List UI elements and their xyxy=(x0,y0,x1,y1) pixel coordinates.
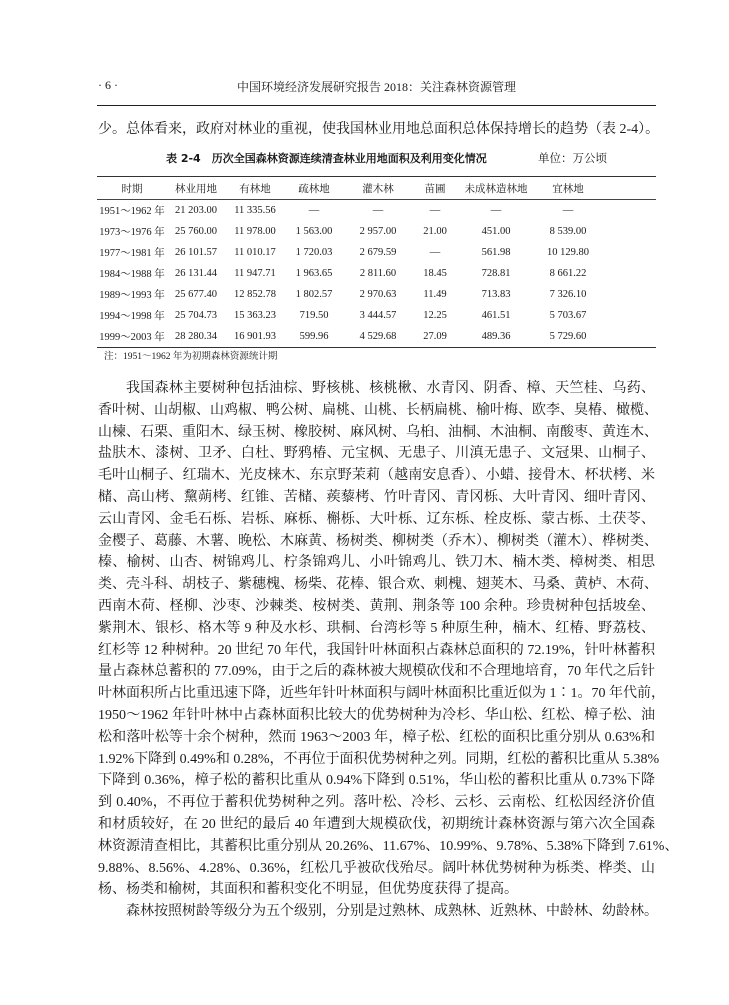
table-row xyxy=(97,221,656,242)
table-cell: 1 720.03 xyxy=(295,247,333,258)
table-cell: 2 679.59 xyxy=(359,247,397,258)
page-number: · 6 · xyxy=(98,78,118,92)
table-cell: 1 802.57 xyxy=(295,289,333,300)
table-cell: 1994～1998 年 xyxy=(99,311,165,322)
table-cell: 16 901.93 xyxy=(234,331,276,342)
text-line: 盐肤木、漆树、卫矛、白杜、野鸦椿、元宝枫、无患子、川滇无患子、文冠果、山桐子、 xyxy=(98,446,655,462)
table-cell: 713.83 xyxy=(481,289,511,300)
table-cell: 1 563.00 xyxy=(295,226,333,237)
text-line: 我国森林主要树种包括油棕、野核桃、核桃楸、水青冈、阴香、樟、天竺桂、乌药、 xyxy=(126,381,655,396)
table-cell: 2 811.60 xyxy=(359,268,397,279)
table-cell: — xyxy=(372,205,384,216)
table-cell: 599.96 xyxy=(299,331,329,342)
table-cell: 18.45 xyxy=(423,268,447,279)
text-line: 槠、高山栲、黧蒴栲、红锥、苦槠、蒺藜栲、竹叶青冈、青冈栎、大叶青冈、细叶青冈、 xyxy=(98,489,655,505)
table-cell: 1989～1993 年 xyxy=(99,290,165,301)
text-line: 下降到 0.36%，樟子松的蓄积比重从 0.94%下降到 0.51%，华山松的蓄积比重从 0.73%下降 xyxy=(98,773,655,789)
table-cell: 12 852.78 xyxy=(234,289,276,300)
table-cell: 8 539.00 xyxy=(549,226,587,237)
text-line: 1.92%下降到 0.49%和 0.28%，不再位于面积优势树种之列。同期，红松的蓄积比重从 5.38% xyxy=(98,751,660,767)
text-line: 云山青冈、金毛石栎、岩栎、麻栎、槲栎、大叶栎、辽东栎、栓皮栎、蒙古栎、土茯苓、 xyxy=(98,511,655,527)
column-header: 林业用地 xyxy=(175,183,217,195)
running-header xyxy=(98,76,655,96)
table-row xyxy=(97,284,656,305)
column-header: 未成林造林地 xyxy=(464,183,528,195)
table-row xyxy=(97,305,656,326)
table-cell: 451.00 xyxy=(481,226,511,237)
column-header: 有林地 xyxy=(239,183,271,195)
table-cell: 28 280.34 xyxy=(175,331,217,342)
table-cell: 15 363.23 xyxy=(234,310,276,321)
table-cell: 489.36 xyxy=(481,331,511,342)
column-header: 宜林地 xyxy=(552,183,584,195)
table-cell: 26 101.57 xyxy=(175,247,217,258)
text-line: 松和落叶松等十余个树种，然而 1963～2003 年，樟子松、红松的面积比重分别从 0.63%和 xyxy=(98,729,655,745)
table-cell: — xyxy=(308,205,320,216)
table-cell: 21.00 xyxy=(423,226,447,237)
table-cell: 1984～1988 年 xyxy=(99,269,165,280)
table-title: 表 2-4 历次全国森林资源连续清查林业用地面积及利用变化情况 xyxy=(166,152,487,165)
table-cell: 25 677.40 xyxy=(175,289,217,300)
table-cell: 2 970.63 xyxy=(359,289,397,300)
table-cell: — xyxy=(429,205,441,216)
table-cell: 461.51 xyxy=(481,310,511,321)
text-line: 杨、杨类和榆树，其面积和蓄积变化不明显，但优势度获得了提高。 xyxy=(98,882,518,898)
table-cell: 11 010.17 xyxy=(234,247,276,258)
text-line: 类、壳斗科、胡枝子、紫穗槐、杨柴、花棒、银合欢、刺槐、翅荚木、马桑、黄栌、木荷、 xyxy=(98,577,658,593)
text-line: 毛叶山桐子、红瑞木、光皮梾木、东京野茉莉（越南安息香）、小蜡、接骨木、杯状栲、米 xyxy=(98,468,655,484)
table-cell: 8 661.22 xyxy=(549,268,587,279)
column-header: 疏林地 xyxy=(298,183,330,195)
table-row xyxy=(97,200,656,221)
column-header: 灌木林 xyxy=(362,183,394,195)
text-line: 林资源清查相比，其蓄积比重分别从 20.26%、11.67%、10.99%、9.78%、5.38%下降到 7.61%、 xyxy=(98,838,679,854)
table-cell: 5 703.67 xyxy=(549,310,587,321)
text-line: 到 0.40%，不再位于蓄积优势树种之列。落叶松、冷杉、云杉、云南松、红松因经济价值 xyxy=(98,795,655,811)
running-title: 中国环境经济发展研究报告 2018：关注森林资源管理 xyxy=(236,80,516,94)
table-cell: 7 326.10 xyxy=(549,289,587,300)
text-line: 叶林面积所占比重迅速下降，近些年针叶林面积与阔叶林面积比重近似为 1∶1。70 年代前， xyxy=(98,686,665,702)
table-cell: — xyxy=(562,205,574,216)
table-note: 注：1951～1962 年为初期森林资源统计期 xyxy=(104,352,278,362)
table-cell: 719.50 xyxy=(299,310,329,321)
text-line: 西南木荷、柽柳、沙枣、沙棘类、桉树类、黄荆、荆条等 100 余种。珍贵树种包括坡垒、 xyxy=(98,598,655,614)
table-cell: 10 129.80 xyxy=(547,247,589,258)
table-row xyxy=(97,326,656,347)
table-cell: — xyxy=(490,205,502,216)
table-cell: 11 947.71 xyxy=(234,268,276,279)
text-line: 金樱子、葛藤、木薯、晚松、木麻黄、杨树类、柳树类（乔木）、柳树类（灌木）、桦树类、 xyxy=(98,533,658,549)
text-line: 森林按照树龄等级分为五个级别，分别是过熟林、成熟林、近熟林、中龄林、幼龄林。 xyxy=(126,904,658,920)
column-header: 时期 xyxy=(121,183,143,195)
table-cell: 1973～1976 年 xyxy=(99,227,165,238)
table-cell: — xyxy=(429,247,441,258)
text-line: 9.88%、8.56%、4.28%、0.36%，红松几乎被砍伐殆尽。阔叶林优势树种为栎类、桦类、山 xyxy=(98,860,655,876)
table-cell: 1951～1962 年 xyxy=(99,206,165,217)
table-cell: 25 704.73 xyxy=(175,310,217,321)
table-cell: 12.25 xyxy=(423,310,447,321)
table-row xyxy=(97,263,656,284)
text-line: 量占森林总蓄积的 77.09%，由于之后的森林被大规模砍伐和不合理地培育，70 年代之后针 xyxy=(98,664,655,680)
text-line: 红杉等 12 种树种。20 世纪 70 年代，我国针叶林面积占森林总面积的 72.19%，针叶林蓄积 xyxy=(98,642,655,658)
table-cell: 1977～1981 年 xyxy=(99,248,165,259)
table-cell: 5 729.60 xyxy=(549,331,587,342)
text-line: 1950～1962 年针叶林中占森林面积比较大的优势树种为冷杉、华山松、红松、樟子松、油 xyxy=(98,707,655,723)
text-line: 香叶树、山胡椒、山鸡椒、鸭公树、扁桃、山桃、长柄扁桃、榆叶梅、欧李、臭椿、橄榄、 xyxy=(98,402,658,418)
text-line: 和材质较好，在 20 世纪的最后 40 年遭到大规模砍伐，初期统计森林资源与第六次全国森 xyxy=(98,816,655,832)
column-header: 苗圃 xyxy=(424,183,446,195)
table-cell: 26 131.44 xyxy=(175,268,217,279)
table-cell: 25 760.00 xyxy=(175,226,217,237)
text-line: 紫荆木、银杉、格木等 9 种及水杉、珙桐、台湾杉等 5 种原生种，楠木、红椿、野荔枝、 xyxy=(98,620,655,636)
table-row xyxy=(97,242,656,263)
table-cell: 561.98 xyxy=(481,247,511,258)
table-cell: 11.49 xyxy=(423,289,447,300)
text-line: 榛、榆树、山杏、树锦鸡儿、柠条锦鸡儿、小叶锦鸡儿、铁刀木、楠木类、樟树类、相思 xyxy=(98,555,655,571)
table-cell: 11 335.56 xyxy=(234,205,276,216)
table-cell: 1999～2003 年 xyxy=(99,332,165,343)
table-header-row xyxy=(97,177,656,200)
table-cell: 1 963.65 xyxy=(295,268,333,279)
header-rule xyxy=(97,105,656,106)
table-cell: 27.09 xyxy=(423,331,447,342)
table-cell: 2 957.00 xyxy=(359,226,397,237)
text-line: 山楝、石栗、重阳木、绿玉树、橡胶树、麻风树、乌桕、油桐、木油桐、南酸枣、黄连木、 xyxy=(98,424,658,440)
data-table xyxy=(97,176,656,348)
table-cell: 728.81 xyxy=(481,268,511,279)
table-cell: 11 978.00 xyxy=(234,226,276,237)
intro-line: 少。总体看来，政府对林业的重视，使我国林业用地总面积总体保持增长的趋势（表 2-4）。 xyxy=(98,122,660,137)
table-unit: 单位：万公顷 xyxy=(538,153,607,165)
table-cell: 4 529.68 xyxy=(359,331,397,342)
table-cell: 3 444.57 xyxy=(359,310,397,321)
table-cell: 21 203.00 xyxy=(175,205,217,216)
body-text xyxy=(98,378,679,923)
